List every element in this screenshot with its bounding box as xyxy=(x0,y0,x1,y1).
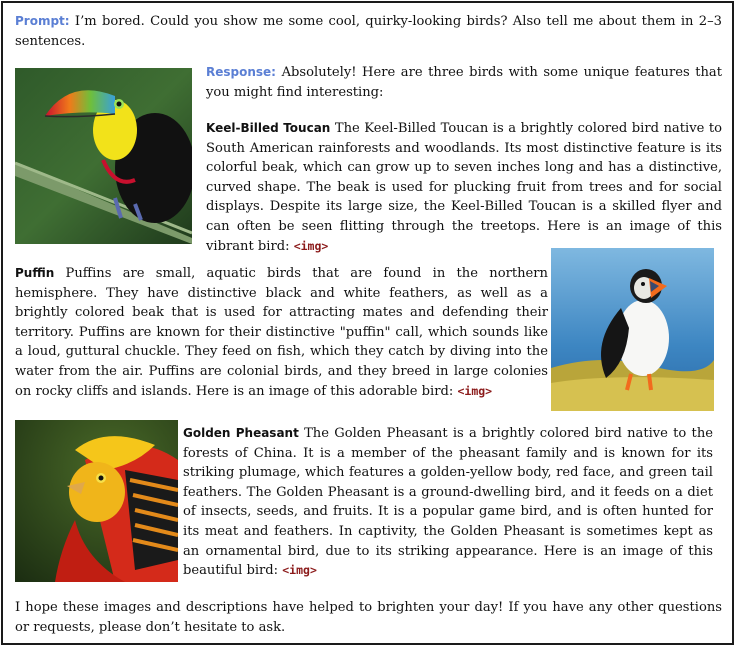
prompt-label: Prompt: xyxy=(15,14,70,28)
img-placeholder-tag: <img> xyxy=(293,238,329,253)
bird-name-toucan: Keel-Billed Toucan xyxy=(206,121,331,135)
bird-description-toucan xyxy=(206,119,722,256)
toucan-photo xyxy=(15,68,192,244)
closing-paragraph xyxy=(15,598,722,637)
bird-description-pheasant xyxy=(183,424,713,581)
puffin-photo xyxy=(551,248,714,411)
prompt-block xyxy=(15,12,722,51)
pheasant-photo xyxy=(15,420,178,582)
bird-description-puffin xyxy=(15,264,548,401)
response-intro-text: Absolutely! Here are three birds with some unique features that you might find interesting: xyxy=(206,65,723,100)
response-intro xyxy=(206,63,722,102)
bird-text-toucan: The Keel-Billed Toucan is a brightly colored bird native to South American rainforests and woodlands. Its most distinctive feature is its colorful beak, which can grow up to seven inches long and has a distinctive, curved shape. The beak is used for plucking fruit from trees and for social displays. Despite its large size, the Keel-Billed Toucan is a skilled flyer and can often be seen flitting through the treetops. Here is an image of this vibrant bird: xyxy=(206,121,723,254)
img-placeholder-tag: <img> xyxy=(282,563,317,578)
bird-name-puffin: Puffin xyxy=(15,266,55,280)
response-label: Response: xyxy=(206,65,276,79)
bird-text-puffin: Puffins are small, aquatic birds that are found in the northern hemisphere. They have distinctive black and white feathers, as well as a brightly colored beak that is used for attracting mates and defending their territory. Puffins are known for their distinctive "puffin" call, which sounds like a loud, guttural chuckle. They feed on fish, which they catch by diving into the water from the air. Puffins are colonial birds, and they breed in large colonies on rocky cliffs and islands. Here is an image of this adorable bird: xyxy=(15,266,548,399)
closing-text: I hope these images and descriptions have helped to brighten your day! If you have any other questions or requests, please don’t hesitate to ask. xyxy=(15,600,722,635)
bird-name-pheasant: Golden Pheasant xyxy=(183,426,299,440)
img-placeholder-tag: <img> xyxy=(457,383,493,398)
bird-text-pheasant: The Golden Pheasant is a brightly colored bird native to the forests of China. It is a member of the pheasant family and is known for its striking plumage, which features a golden-yellow body, red face, and green tail feathers. The Golden Pheasant is a ground-dwelling bird, and it feeds on a diet of insects, seeds, and fruits. It is a popular game bird, and is often hunted for its meat and feathers. In captivity, the Golden Pheasant is sometimes kept as an ornamental bird, due to its striking appearance. Here is an image of this beautiful bird: xyxy=(183,426,713,579)
prompt-text: I’m bored. Could you show me some cool, quirky-looking birds? Also tell me about them in 2–3 sentences. xyxy=(15,14,722,49)
